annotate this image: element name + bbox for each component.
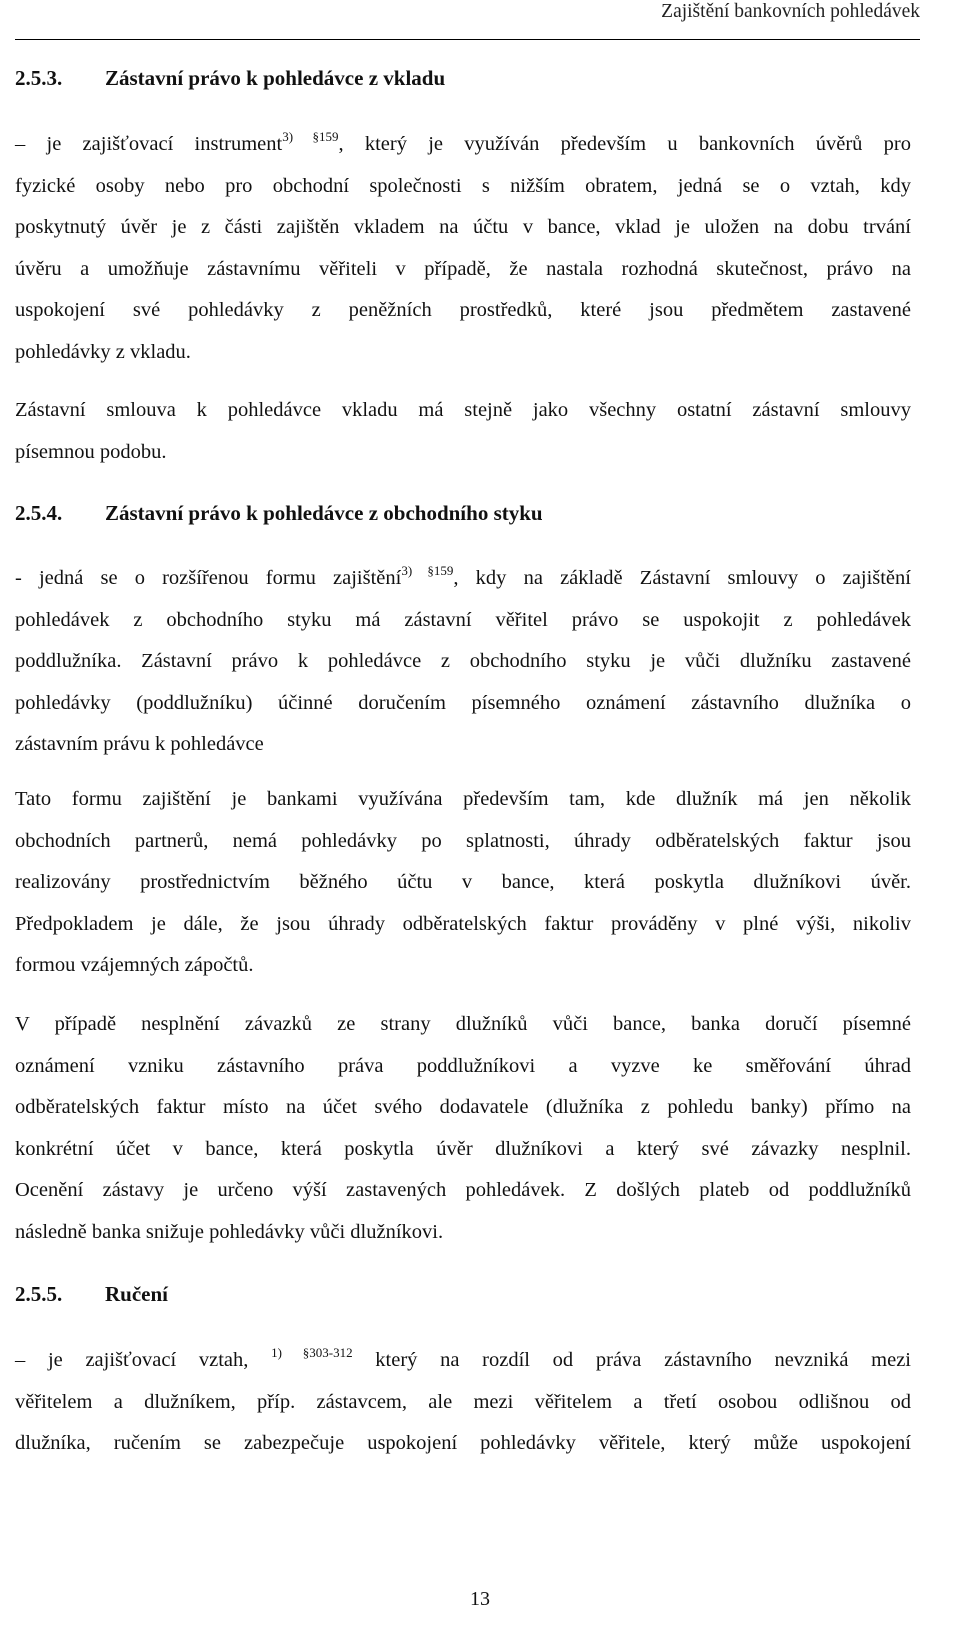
section-heading-2-5-5 [15,1282,168,1307]
text-line: – je zajišťovací instrument$^{3) \S 159}$, který je využíván především u bankovních úvěrů pro [15,129,911,155]
text-line: Předpokladem je dále, že jsou úhrady odběratelských faktur prováděny v plné výši, nikoliv [15,912,911,935]
footnote-reference: 3) §159 [282,129,339,144]
paragraph-trade-receivable-usage [15,779,911,987]
text-line: písemnou podobu. [15,440,167,463]
footnote-reference: 3) §159 [401,563,454,578]
text-line: Ocenění zástavy je určeno výší zastavených pohledávek. Z došlých plateb od poddlužníků [15,1179,911,1201]
page-number: 13 [470,1588,490,1610]
section-title: Zástavní právo k pohledávce z vkladu [105,66,446,90]
text-line: poddlužníka. Zástavní právo k pohledávce z obchodního styku je vůči dlužníku zastavené [15,650,911,672]
text-line: dlužníka, ručením se zabezpečuje uspokojení pohledávky věřitele, který může uspokojení [15,1432,911,1454]
text-line: následně banka snižuje pohledávky vůči dlužníkovi. [15,1220,444,1243]
section-title: Ručení [105,1282,168,1306]
text-line: pohledávek z obchodního styku má zástavní věřitel právo se uspokojit z pohledávek [15,608,911,631]
section-number: 2.5.4. [15,501,63,525]
section-heading-2-5-4 [15,501,543,526]
paragraph-default-procedure [15,1004,911,1253]
section-title: Zástavní právo k pohledávce z obchodního styku [105,501,543,525]
footnote-reference: 1) §303-312 [271,1345,353,1360]
text-line: zástavním právu k pohledávce [15,733,264,755]
text-line: úvěru a umožňuje zástavnímu věřiteli v případě, že nastala rozhodná skutečnost, právo na [15,257,911,280]
text-line: konkrétní účet v bance, která poskytla úvěr dlužníkovi a který své závazky nesplnil. [15,1137,911,1160]
text-line: realizovány prostřednictvím běžného účtu v bance, která poskytla dlužníkovi úvěr. [15,871,911,893]
text-line: obchodních partnerů, nemá pohledávky po splatnosti, úhrady odběratelských faktur jsou [15,829,911,852]
text-line: pohledávky (poddlužníku) účinné doručením písemného oznámení zástavního dlužníka o [15,691,911,714]
text-line: pohledávky z vkladu. [15,340,191,363]
paragraph-pledge-deposit-contract [15,390,911,473]
text-line: poskytnutý úvěr je z části zajištěn vkladem na účtu v bance, vklad je uložen na dobu trvání [15,216,911,238]
paragraph-pledge-deposit-definition [15,124,911,373]
section-heading-2-5-3 [15,66,445,91]
running-header: Zajištění bankovních pohledávek [661,1,920,22]
paragraph-trade-receivable-definition [15,558,911,766]
text-line: Tato formu zajištění je bankami využívána především tam, kde dlužník má jen několik [15,788,911,810]
text-line: – je zajišťovací vztah, $^{1) \S 303-312}$ který na rozdíl od práva zástavního nevzniká mezi [15,1345,911,1371]
text-line: formou vzájemných zápočtů. [15,954,254,976]
text-line: Zástavní smlouva k pohledávce vkladu má stejně jako všechny ostatní zástavní smlouvy [15,399,911,421]
text-line: V případě nesplnění závazků ze strany dlužníků vůči bance, banka doručí písemné [15,1013,911,1035]
section-number: 2.5.5. [15,1282,63,1306]
section-number: 2.5.3. [15,66,63,90]
text-line: odběratelských faktur místo na účet svého dodavatele (dlužníka z pohledu banky) přímo na [15,1096,911,1118]
header-rule [15,39,920,40]
text-line: oznámení vzniku zástavního práva poddlužníkovi a vyzve ke směřování úhrad [15,1054,911,1077]
text-line: věřitelem a dlužníkem, příp. zástavcem, ale mezi věřitelem a třetí osobou odlišnou od [15,1390,911,1413]
paragraph-guarantee-definition [15,1340,911,1465]
text-line: fyzické osoby nebo pro obchodní společnosti s nižším obratem, jedná se o vztah, kdy [15,174,911,197]
text-line: - jedná se o rozšířenou formu zajištění$^{3) \S 159}$, kdy na základě Zástavní smlouvy o zajištění [15,563,911,589]
text-line: uspokojení své pohledávky z peněžních prostředků, které jsou předmětem zastavené [15,299,911,321]
